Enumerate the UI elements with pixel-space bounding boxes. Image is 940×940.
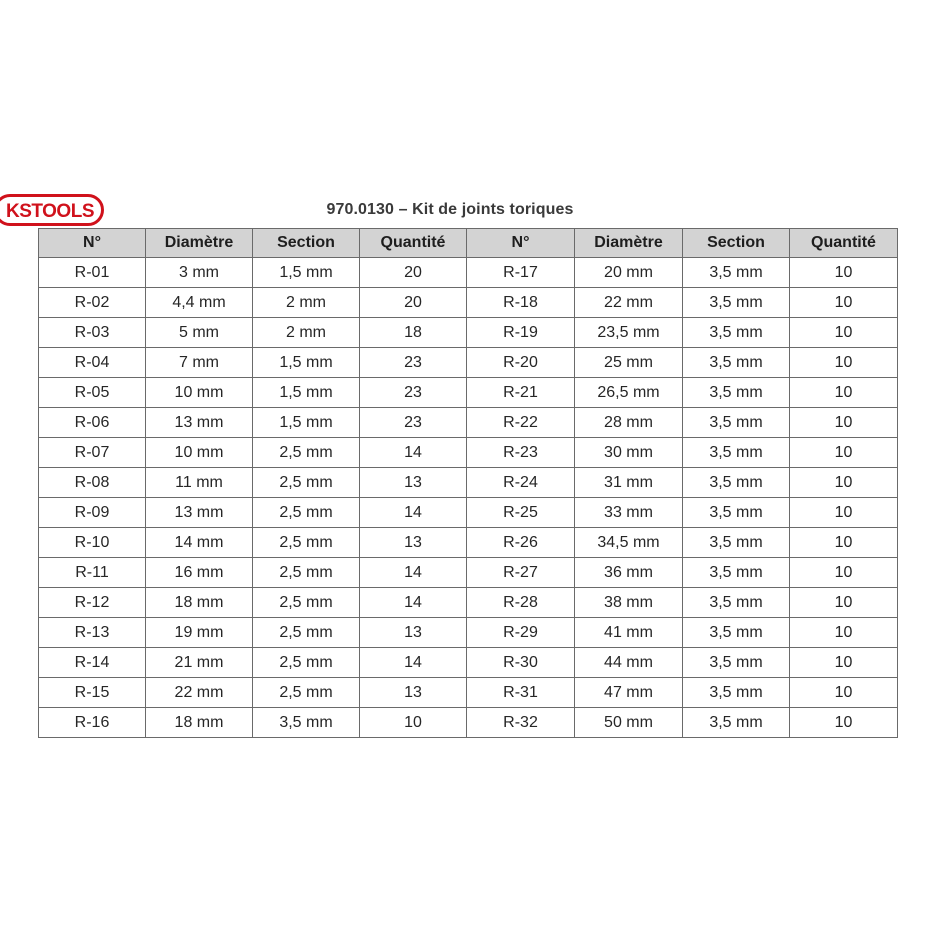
table-cell: R-01 [39,258,146,288]
table-cell: 23 [360,378,467,408]
table-cell: 13 [360,678,467,708]
table-cell: 3,5 mm [683,648,790,678]
table-cell: 10 [790,558,898,588]
table-cell: 11 mm [146,468,253,498]
table-cell: 14 [360,588,467,618]
table-cell: 10 [790,678,898,708]
table-cell: 2,5 mm [253,558,360,588]
table-cell: 3,5 mm [683,498,790,528]
table-row [39,618,898,648]
table-cell: R-02 [39,288,146,318]
table-cell: 3,5 mm [683,408,790,438]
table-cell: R-10 [39,528,146,558]
table-cell: 2 mm [253,318,360,348]
table-cell: 10 mm [146,378,253,408]
table-cell: 10 mm [146,438,253,468]
table-row [39,528,898,558]
table-cell: 41 mm [575,618,683,648]
table-row [39,648,898,678]
table-cell: 10 [790,498,898,528]
table-cell: 18 mm [146,708,253,738]
table-cell: 2,5 mm [253,618,360,648]
table-cell: 20 mm [575,258,683,288]
table-cell: 4,4 mm [146,288,253,318]
table-cell: R-28 [467,588,575,618]
column-header: Section [683,229,790,258]
table-cell: 1,5 mm [253,258,360,288]
table-cell: 3,5 mm [683,618,790,648]
table-cell: 3,5 mm [683,348,790,378]
table-cell: 23,5 mm [575,318,683,348]
table-cell: 14 [360,438,467,468]
table-cell: 14 [360,498,467,528]
table-cell: 16 mm [146,558,253,588]
table-cell: 14 mm [146,528,253,558]
table-cell: 31 mm [575,468,683,498]
table-cell: 3,5 mm [683,588,790,618]
table-cell: R-13 [39,618,146,648]
table-cell: 36 mm [575,558,683,588]
table-cell: 10 [790,288,898,318]
table-cell: 14 [360,648,467,678]
table-cell: 18 mm [146,588,253,618]
document-title: 970.0130 – Kit de joints toriques [326,201,574,218]
table-row [39,408,898,438]
table-cell: 33 mm [575,498,683,528]
table-cell: R-11 [39,558,146,588]
table-row [39,348,898,378]
table-cell: 10 [790,378,898,408]
table-cell: 10 [790,618,898,648]
table-cell: R-14 [39,648,146,678]
column-header: Section [253,229,360,258]
table-cell: 2,5 mm [253,588,360,618]
table-cell: 10 [790,258,898,288]
table-cell: 3,5 mm [683,438,790,468]
table-cell: 18 [360,318,467,348]
table-cell: 38 mm [575,588,683,618]
table-cell: 10 [790,318,898,348]
table-cell: R-15 [39,678,146,708]
table-row [39,468,898,498]
table-cell: 2,5 mm [253,498,360,528]
table-cell: R-24 [467,468,575,498]
table-cell: 19 mm [146,618,253,648]
table-cell: 20 [360,258,467,288]
table-cell: 2,5 mm [253,678,360,708]
table-cell: R-07 [39,438,146,468]
table-cell: 23 [360,348,467,378]
table-cell: 2,5 mm [253,648,360,678]
table-cell: 3,5 mm [683,678,790,708]
table-cell: 2,5 mm [253,438,360,468]
table-cell: 3 mm [146,258,253,288]
table-cell: 28 mm [575,408,683,438]
table-row [39,378,898,408]
table-cell: 22 mm [575,288,683,318]
column-header: Quantité [360,229,467,258]
table-cell: 14 [360,558,467,588]
table-cell: 2,5 mm [253,468,360,498]
table-cell: 3,5 mm [683,318,790,348]
table-row [39,558,898,588]
table-cell: 34,5 mm [575,528,683,558]
table-row [39,498,898,528]
table-cell: R-29 [467,618,575,648]
table-cell: 10 [790,648,898,678]
table-cell: 3,5 mm [683,258,790,288]
table-cell: 21 mm [146,648,253,678]
table-cell: 10 [790,708,898,738]
table-cell: 30 mm [575,438,683,468]
table-cell: R-03 [39,318,146,348]
column-header: Quantité [790,229,898,258]
table-row [39,438,898,468]
table-cell: 1,5 mm [253,378,360,408]
table-cell: 3,5 mm [683,378,790,408]
table-cell: 10 [790,588,898,618]
table-cell: 3,5 mm [683,708,790,738]
table-cell: 7 mm [146,348,253,378]
table-cell: R-17 [467,258,575,288]
table-cell: R-18 [467,288,575,318]
table-cell: R-08 [39,468,146,498]
logo-text: KSTOOLS [6,201,94,222]
table-cell: 13 [360,528,467,558]
table-cell: 1,5 mm [253,408,360,438]
table-cell: 1,5 mm [253,348,360,378]
table-cell: R-09 [39,498,146,528]
table-header-row [39,229,898,258]
table-cell: 44 mm [575,648,683,678]
table-cell: 10 [360,708,467,738]
table-cell: 2,5 mm [253,528,360,558]
table-row [39,318,898,348]
table-cell: 13 [360,618,467,648]
table-row [39,288,898,318]
table-cell: 23 [360,408,467,438]
table-cell: 50 mm [575,708,683,738]
table-body [39,258,898,738]
table-cell: R-12 [39,588,146,618]
o-ring-table [38,228,898,738]
table-cell: 10 [790,438,898,468]
table-cell: R-05 [39,378,146,408]
table-row [39,258,898,288]
column-header: Diamètre [575,229,683,258]
table-cell: 3,5 mm [683,558,790,588]
table-cell: 10 [790,468,898,498]
table-cell: R-27 [467,558,575,588]
table-cell: 3,5 mm [683,288,790,318]
table-cell: R-04 [39,348,146,378]
table-cell: 20 [360,288,467,318]
table-cell: 3,5 mm [683,468,790,498]
table-cell: 10 [790,408,898,438]
table-cell: R-32 [467,708,575,738]
table-cell: 5 mm [146,318,253,348]
table-cell: 10 [790,528,898,558]
table-cell: 3,5 mm [683,528,790,558]
table-cell: 13 mm [146,408,253,438]
column-header: N° [467,229,575,258]
table-cell: R-20 [467,348,575,378]
table-cell: 13 mm [146,498,253,528]
table-cell: R-19 [467,318,575,348]
table-cell: 47 mm [575,678,683,708]
table-cell: R-31 [467,678,575,708]
table-cell: 25 mm [575,348,683,378]
column-header: N° [39,229,146,258]
table-cell: 3,5 mm [253,708,360,738]
table-cell: 13 [360,468,467,498]
table-cell: R-21 [467,378,575,408]
table-cell: 10 [790,348,898,378]
table-cell: R-26 [467,528,575,558]
table-cell: R-23 [467,438,575,468]
table-row [39,708,898,738]
table-cell: 26,5 mm [575,378,683,408]
table-cell: R-06 [39,408,146,438]
table-cell: 22 mm [146,678,253,708]
table-row [39,588,898,618]
table-cell: R-22 [467,408,575,438]
table-cell: R-16 [39,708,146,738]
table-cell: R-30 [467,648,575,678]
table-cell: R-25 [467,498,575,528]
table-cell: 2 mm [253,288,360,318]
column-header: Diamètre [146,229,253,258]
table-row [39,678,898,708]
